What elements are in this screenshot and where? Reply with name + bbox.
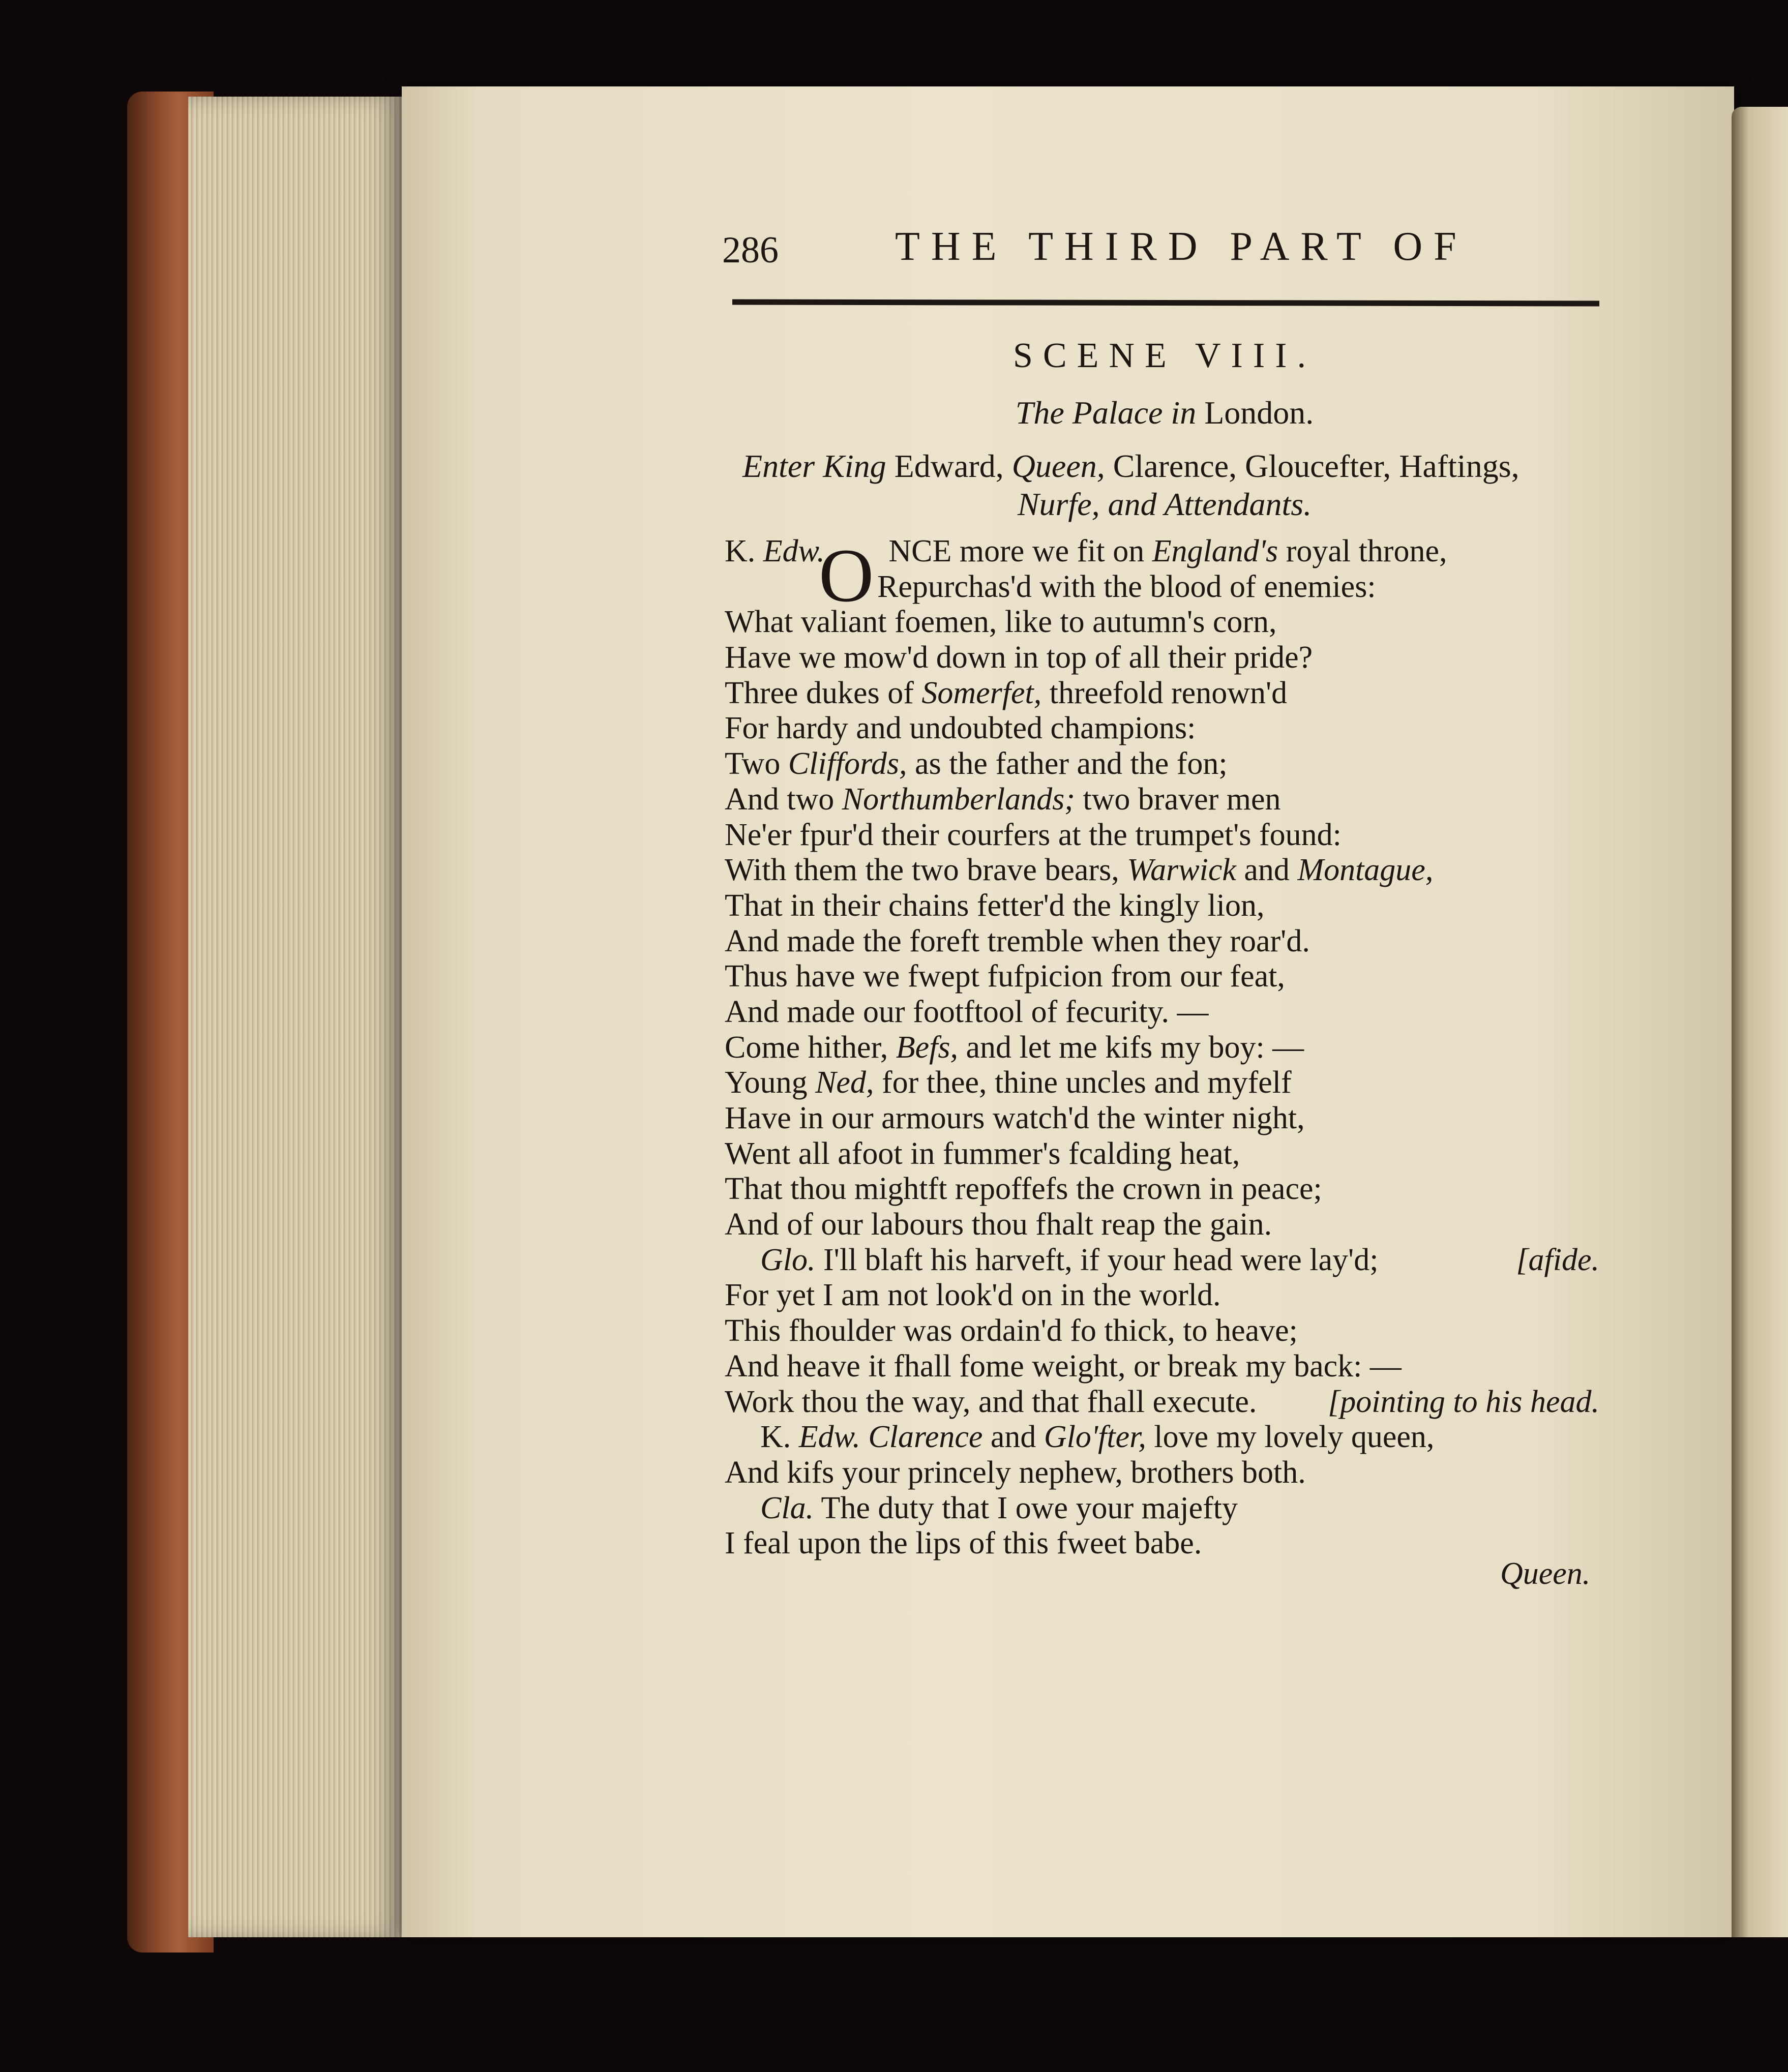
stage-direction: [pointing to his head. — [1328, 1384, 1599, 1419]
verse-line: For hardy and undoubted champions: — [725, 711, 1196, 746]
running-title: THE THIRD PART OF — [895, 224, 1468, 269]
verse-line: That thou mightft repoffefs the crown in peace; — [725, 1172, 1322, 1207]
verse-line: And made our footftool of fecurity. — — [725, 994, 1209, 1029]
verse-line: Ne'er fpur'd their courfers at the trumpet's found: — [725, 817, 1342, 852]
page-number: 286 — [722, 229, 779, 271]
speaker: Glo. — [760, 1242, 816, 1277]
scene-location: The Palace in London. — [1015, 395, 1314, 431]
verse-line: Have we mow'd down in top of all their pride? — [725, 640, 1313, 675]
verse-line: And of our labours thou fhalt reap the gain. — [725, 1207, 1272, 1242]
verse-line: K. Edw. O NCE more we fit on England's royal throne, — [725, 533, 1447, 618]
facing-page-edge — [1732, 107, 1788, 1937]
verse-line: And kifs your princely nephew, brothers both. — [725, 1455, 1306, 1490]
play-text — [725, 534, 1599, 1561]
speaker: K. Edw. — [760, 1420, 860, 1455]
speaker: K. Edw. — [725, 534, 825, 568]
verse-line: What valiant foemen, like to autumn's corn, — [725, 605, 1277, 640]
drop-cap: O — [819, 533, 874, 618]
stage-direction: [afide. — [1516, 1242, 1599, 1277]
catchword: Queen. — [1500, 1556, 1591, 1591]
verse-line: Cla. The duty that I owe your majefty — [760, 1490, 1238, 1525]
verse-line: For yet I am not look'd on in the world. — [725, 1278, 1221, 1313]
verse-line: And two Northumberlands; two braver men — [725, 782, 1281, 817]
verse-line: Work thou the way, and that fhall execute. [pointing to his head. — [725, 1384, 1599, 1419]
verse-line: This fhoulder was ordain'd fo thick, to heave; — [725, 1313, 1298, 1348]
verse-line: That in their chains fetter'd the kingly lion, — [725, 888, 1265, 923]
verse-line: I feal upon the lips of this fweet babe. — [725, 1526, 1202, 1561]
verse-line: With them the two brave bears, Warwick and Montague, — [725, 853, 1434, 888]
running-head — [722, 219, 1597, 280]
verse-line: Thus have we fwept fufpicion from our feat, — [725, 959, 1285, 994]
speaker: Cla. — [760, 1490, 814, 1525]
verse-line: And heave it fhall fome weight, or break my back: — — [725, 1348, 1402, 1384]
stage-direction-entry-cont: Nurfe, and Attendants. — [1017, 486, 1312, 522]
scene-heading: SCENE VIII. — [1013, 336, 1316, 375]
stage-direction-entry: Enter King Edward, Queen, Clarence, Gloucefter, Haftings, — [742, 448, 1519, 484]
verse-line: Repurchas'd with the blood of enemies: — [877, 569, 1376, 604]
verse-line: Two Cliffords, as the father and the fon; — [725, 746, 1228, 782]
verse-line: Have in our armours watch'd the winter night, — [725, 1101, 1305, 1135]
verse-line: Come hither, Befs, and let me kifs my boy: — — [725, 1030, 1304, 1065]
page-edges — [188, 97, 402, 1937]
verse-line: Three dukes of Somerfet, threefold renown'd — [725, 675, 1288, 710]
verse-line: K. Edw. Clarence and Glo'fter, love my lovely queen, — [760, 1420, 1435, 1455]
verse-line: And made the foreft tremble when they roar'd. — [725, 923, 1310, 958]
verse-line: Glo. I'll blaft his harveft, if your head were lay'd; [afide. — [760, 1242, 1599, 1277]
verse-line: Went all afoot in fummer's fcalding heat, — [725, 1136, 1240, 1171]
verse-line: Young Ned, for thee, thine uncles and myfelf — [725, 1065, 1292, 1100]
